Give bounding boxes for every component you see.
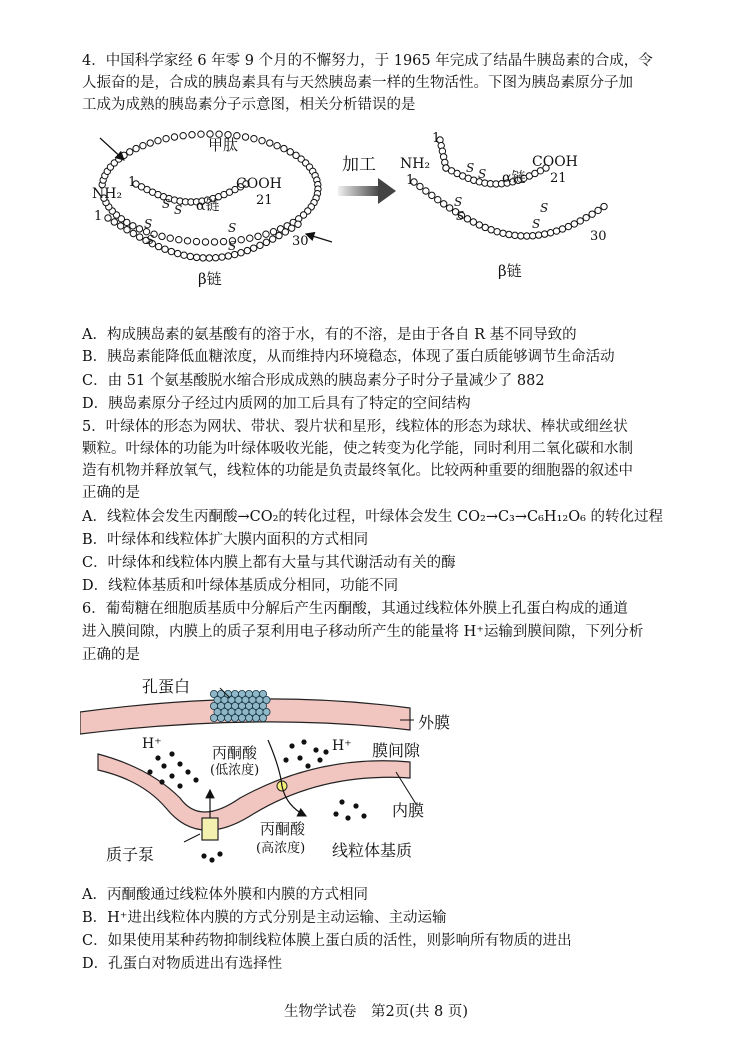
right-beta-start-number: 1: [406, 173, 415, 188]
insulin-diagram: [411, 137, 607, 239]
amino-acid-bead: [200, 255, 206, 261]
amino-acid-bead: [198, 131, 204, 137]
amino-acid-bead: [263, 231, 269, 237]
amino-acid-bead: [124, 227, 130, 233]
molecule-dot: [147, 769, 152, 774]
amino-acid-bead: [130, 223, 136, 229]
left-beta-start-number: 1: [94, 209, 103, 224]
h-ion-right-label: H⁺: [332, 738, 352, 754]
molecule-dot: [161, 763, 166, 768]
amino-acid-bead: [171, 134, 177, 140]
molecule-dot: [217, 851, 222, 856]
left-alpha-end-number: 21: [256, 193, 273, 208]
amino-acid-bead: [506, 231, 512, 237]
amino-acid-bead: [147, 140, 153, 146]
right-alpha-chain-label: α链: [502, 170, 526, 186]
low-concentration-label: (低浓度): [210, 763, 260, 778]
q4-option-a[interactable]: A．构成胰岛素的氨基酸有的溶于水，有的不溶，是由于各自 R 基不同导致的: [82, 327, 577, 343]
porin-subunit: [252, 714, 259, 721]
pyruvate-high-label: 丙酮酸: [260, 820, 306, 838]
amino-acid-bead: [140, 142, 146, 148]
molecule-dot: [177, 783, 182, 788]
right-cooh-label: COOH: [532, 154, 578, 170]
q5-option-c[interactable]: C．叶绿体和线粒体内膜上都有大量与其代谢活动有关的酶: [82, 555, 456, 571]
molecule-dot: [169, 751, 174, 756]
molecule-dot: [333, 811, 338, 816]
molecule-dot: [193, 777, 198, 782]
page-footer: 生物学试卷 第2页(共 8 页): [284, 1004, 468, 1020]
amino-acid-bead: [259, 137, 265, 143]
molecule-dot: [289, 743, 294, 748]
amino-acid-bead: [189, 132, 195, 138]
amino-acid-bead: [440, 201, 446, 207]
left-cooh-label: COOH: [236, 176, 282, 192]
amino-acid-bead: [193, 254, 199, 260]
q4-stem-line-1: 4．中国科学家经 6 年零 9 个月的不懈努力，于 1965 年完成了结晶牛胰岛素的合成，令: [82, 53, 653, 69]
amino-acid-bead: [577, 218, 583, 224]
amino-acid-bead: [247, 235, 253, 241]
amino-acid-bead: [206, 255, 212, 261]
molecule-dot: [361, 813, 366, 818]
q5-stem-line-2: 颗粒。叶绿体的功能为叶绿体吸收光能，使之转变为化学能，同时利用二氧化碳和水制: [82, 441, 633, 457]
amino-acid-bead: [180, 132, 186, 138]
amino-acid-bead: [288, 225, 294, 231]
q6-option-c[interactable]: C．如果使用某种药物抑制线粒体膜上蛋白质的活性，则影响所有物质的进出: [82, 933, 572, 949]
molecule-dot: [305, 763, 310, 768]
amino-acid-bead: [202, 239, 208, 245]
amino-acid-bead: [530, 233, 536, 239]
q4-option-d[interactable]: D．胰岛素原分子经过内质网的加工后具有了特定的空间结构: [82, 396, 471, 412]
porin-label: 孔蛋白: [142, 677, 191, 696]
amino-acid-bead: [105, 215, 111, 221]
amino-acid-bead: [111, 219, 117, 225]
cleavage-arrow-2: [306, 234, 332, 242]
left-alpha-start-number: 1: [128, 175, 137, 190]
h-ion-left-label: H⁺: [142, 736, 162, 752]
amino-acid-bead: [176, 236, 182, 242]
c-peptide-label: 甲肽: [208, 136, 239, 154]
cleavage-arrow-1: [100, 138, 124, 160]
right-disulfide-6: S: [532, 217, 541, 231]
q4-option-c[interactable]: C．由 51 个氨基酸脱水缩合形成成熟的胰岛素分子时分子量减少了 882: [82, 373, 545, 389]
amino-acid-bead: [512, 232, 518, 238]
amino-acid-bead: [435, 196, 441, 202]
amino-acid-bead: [155, 137, 161, 143]
amino-acid-bead: [168, 248, 174, 254]
pyruvate-low-label: 丙酮酸: [212, 744, 258, 762]
amino-acid-bead: [494, 228, 500, 234]
amino-acid-bead: [417, 183, 423, 189]
molecule-dot: [353, 803, 358, 808]
intermembrane-space-label: 膜间隙: [372, 741, 421, 760]
molecule-dot: [283, 757, 288, 762]
amino-acid-bead: [250, 245, 256, 251]
amino-acid-bead: [547, 230, 553, 236]
molecule-dot: [185, 769, 190, 774]
porin-subunit: [259, 714, 266, 721]
q4-stem-line-3: 工成为成熟的胰岛素分子示意图，相关分析错误的是: [82, 97, 416, 113]
right-disulfide-2: S: [478, 167, 487, 181]
molecule-dot: [339, 799, 344, 804]
amino-acid-bead: [193, 238, 199, 244]
mitochondria-figure: [80, 668, 500, 878]
process-label: 加工: [342, 155, 376, 175]
proton-pump-leader: [184, 834, 200, 842]
amino-acid-bead: [255, 233, 261, 239]
amino-acid-bead: [470, 219, 476, 225]
amino-acid-bead: [225, 253, 231, 259]
molecule-dot: [313, 747, 318, 752]
amino-acid-bead: [130, 230, 136, 236]
porin-subunit: [210, 714, 217, 721]
molecule-dot: [155, 755, 160, 760]
amino-acid-bead: [184, 238, 190, 244]
porin-subunit: [238, 714, 245, 721]
molecule-dot: [177, 761, 182, 766]
amino-acid-bead: [423, 188, 429, 194]
amino-acid-bead: [282, 229, 288, 235]
amino-acid-bead: [251, 135, 257, 141]
amino-acid-bead: [159, 233, 165, 239]
amino-acid-bead: [162, 246, 168, 252]
amino-acid-bead: [211, 239, 217, 245]
molecule-dot: [159, 779, 164, 784]
amino-acid-bead: [571, 221, 577, 227]
molecule-dot: [345, 815, 350, 820]
q6-option-b[interactable]: B．H⁺进出线粒体内膜的方式分别是主动运输、主动运输: [82, 910, 447, 926]
amino-acid-bead: [488, 227, 494, 233]
q5-option-d[interactable]: D．线粒体基质和叶绿体基质成分相同，功能不同: [82, 578, 399, 594]
left-disulfide-3: S: [144, 217, 153, 231]
molecule-dot: [301, 739, 306, 744]
amino-acid-bead: [238, 250, 244, 256]
proton-pump-box: [202, 818, 218, 840]
porin-subunit: [217, 714, 224, 721]
amino-acid-bead: [595, 207, 601, 213]
amino-acid-bead: [535, 232, 541, 238]
left-disulfide-5: S: [228, 221, 237, 235]
amino-acid-bead: [583, 214, 589, 220]
insulin-figure: [80, 122, 640, 322]
amino-acid-bead: [136, 234, 142, 240]
left-disulfide-1: S: [162, 197, 171, 211]
right-alpha-end-number: 21: [550, 171, 567, 186]
q6-stem-line-1: 6．葡萄糖在细胞质基质中分解后产生丙酮酸，其通过线粒体外膜上孔蛋白构成的通道: [82, 601, 628, 617]
q4-option-b[interactable]: B．胰岛素能降低血糖浓度，从而维持内环境稳态，体现了蛋白质能够调节生命活动: [82, 349, 615, 365]
amino-acid-bead: [136, 226, 142, 232]
amino-acid-bead: [244, 247, 250, 253]
amino-acid-bead: [212, 255, 218, 261]
amino-acid-bead: [155, 243, 161, 249]
amino-acid-bead: [446, 205, 452, 211]
porin-subunit: [231, 714, 238, 721]
molecule-dot: [297, 755, 302, 760]
amino-acid-bead: [601, 203, 607, 209]
amino-acid-bead: [242, 134, 248, 140]
q6-stem-line-2: 进入膜间隙，内膜上的质子泵利用电子移动所产生的能量将 H⁺运输到膜间隙，下列分析: [82, 624, 644, 640]
amino-acid-bead: [127, 149, 133, 155]
high-concentration-label: (高浓度): [256, 841, 306, 856]
q6-stem-line-3: 正确的是: [82, 647, 140, 663]
amino-acid-bead: [295, 221, 301, 227]
process-arrow: [338, 178, 396, 204]
proton-pump-label: 质子泵: [106, 845, 155, 864]
amino-acid-bead: [276, 232, 282, 238]
q4-stem-line-2: 人振奋的是，合成的胰岛素具有与天然胰岛素一样的生物活性。下图为胰岛素原分子加: [82, 75, 633, 91]
amino-acid-bead: [589, 211, 595, 217]
left-disulfide-6: S: [228, 239, 237, 253]
q6-option-a[interactable]: A．丙酮酸通过线粒体外膜和内膜的方式相同: [82, 887, 368, 903]
amino-acid-bead: [269, 236, 275, 242]
amino-acid-bead: [541, 231, 547, 237]
amino-acid-bead: [565, 223, 571, 229]
amino-acid-bead: [167, 235, 173, 241]
right-disulfide-5: S: [540, 201, 549, 215]
amino-acid-bead: [476, 222, 482, 228]
amino-acid-bead: [187, 253, 193, 259]
q5-option-a[interactable]: A．线粒体会发生丙酮酸→CO₂的转化过程，叶绿体会发生 CO₂→C₃→C₆H₁₂O₆ 的转化过程: [82, 509, 664, 525]
inner-membrane-label: 内膜: [392, 801, 425, 820]
molecule-dot: [317, 757, 322, 762]
porin-subunit: [245, 714, 252, 721]
amino-acid-bead: [281, 145, 287, 151]
molecule-dot: [209, 857, 214, 862]
amino-acid-bead: [163, 135, 169, 141]
porin-subunit: [224, 714, 231, 721]
amino-acid-bead: [274, 142, 280, 148]
amino-acid-bead: [257, 242, 263, 248]
amino-acid-bead: [220, 238, 226, 244]
left-nh2-label: NH₂: [92, 186, 123, 202]
right-beta-chain-label: β链: [498, 262, 522, 280]
right-alpha-start-number-top: 1: [432, 131, 441, 146]
outer-membrane-label: 外膜: [418, 713, 451, 732]
q5-stem-line-3: 造有机物并释放氧气，线粒体的功能是负责最终氧化。比较两种重要的细胞器的叙述中: [82, 463, 633, 479]
right-nh2-label: NH₂: [400, 156, 431, 172]
porin-protein: [210, 690, 270, 721]
amino-acid-bead: [238, 236, 244, 242]
amino-acid-bead: [219, 254, 225, 260]
amino-acid-bead: [133, 145, 139, 151]
left-beta-chain-label: β链: [198, 270, 222, 288]
molecule-dot: [201, 853, 206, 858]
amino-acid-bead: [464, 216, 470, 222]
amino-acid-bead: [500, 230, 506, 236]
amino-acid-bead: [524, 233, 530, 239]
amino-acid-bead: [267, 140, 273, 146]
q6-option-d[interactable]: D．孔蛋白对物质进出有选择性: [82, 956, 283, 972]
left-disulfide-2: S: [174, 203, 183, 217]
amino-acid-bead: [181, 252, 187, 258]
right-beta-end-number: 30: [590, 229, 607, 244]
amino-acid-bead: [559, 226, 565, 232]
q5-stem-line-1: 5．叶绿体的形态为网状、带状、裂片状和星形，线粒体的形态为球状、棒状或细丝状: [82, 419, 628, 435]
left-alpha-chain-label: α链: [196, 198, 220, 214]
right-disulfide-4: S: [456, 209, 465, 223]
q5-stem-line-4: 正确的是: [82, 485, 140, 501]
amino-acid-bead: [429, 192, 435, 198]
amino-acid-bead: [287, 149, 293, 155]
molecule-dot: [169, 773, 174, 778]
left-disulfide-4: S: [146, 233, 155, 247]
molecule-dot: [323, 749, 328, 754]
right-disulfide-1: S: [466, 161, 475, 175]
amino-acid-bead: [553, 228, 559, 234]
matrix-label: 线粒体基质: [332, 841, 413, 860]
amino-acid-bead: [117, 223, 123, 229]
q5-option-b[interactable]: B．叶绿体和线粒体扩大膜内面积的方式相同: [82, 532, 369, 548]
right-disulfide-3: S: [454, 195, 463, 209]
amino-acid-bead: [263, 239, 269, 245]
amino-acid-bead: [174, 250, 180, 256]
left-beta-end-number: 30: [292, 234, 309, 249]
